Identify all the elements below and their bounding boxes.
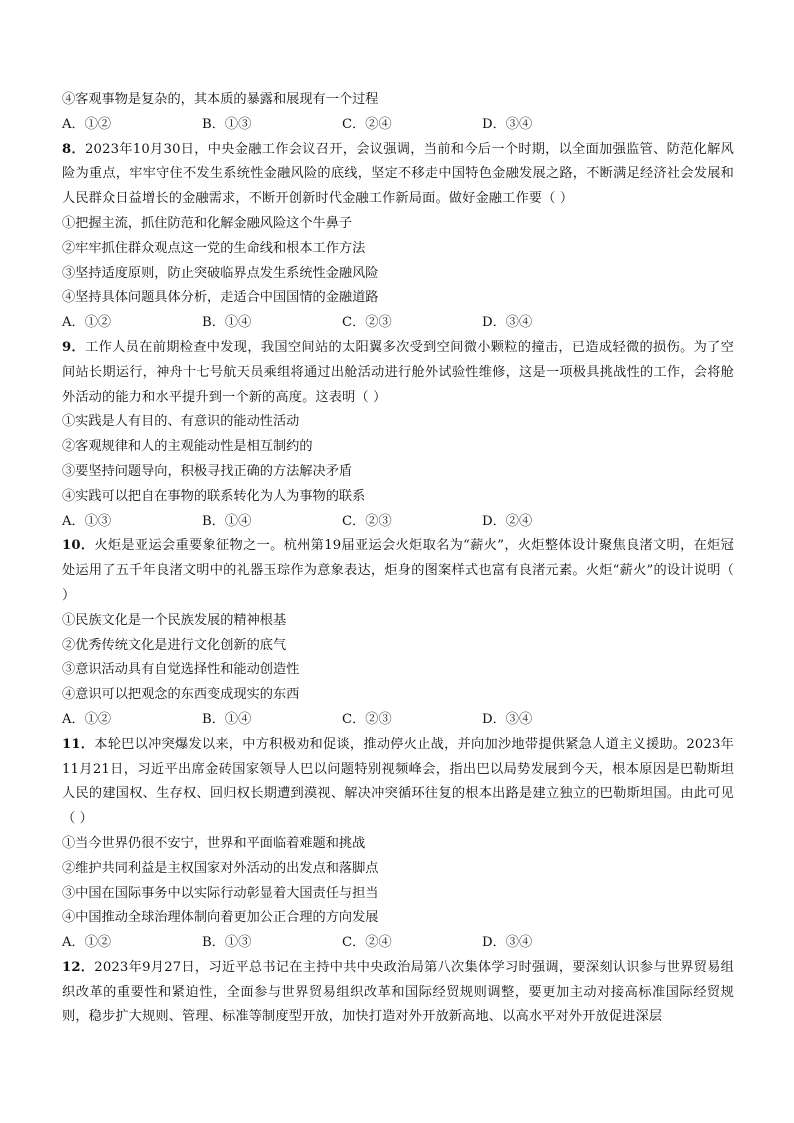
question-11 <box>62 733 734 956</box>
statement-4: ④实践可以把自在事物的联系转化为人为事物的联系 <box>62 488 366 504</box>
question-12 <box>62 956 734 1030</box>
question-stem <box>62 534 734 608</box>
answer-a[interactable]: A．①② <box>62 711 112 727</box>
lead-answer-row <box>62 113 734 138</box>
statement-3: ③中国在国际事务中以实际行动彰显着大国责任与担当 <box>62 885 379 901</box>
answer-c[interactable]: C．②③ <box>342 711 392 727</box>
exam-page <box>62 88 734 1030</box>
question-text: 工作人员在前期检查中发现，我国空间站的太阳翼多次受到空间微小颗粒的撞击，已造成轻微的损伤。为了空间站长期运行，神舟十七号航天员乘组将通过出舱活动进行舱外试验性维修，这是一项极具挑战性的工作，会将舱外活动的能力和水平提升到一个新的高度。这表明（ ） <box>62 339 734 405</box>
question-stem <box>62 336 734 410</box>
answer-row <box>62 931 734 956</box>
answer-b[interactable]: B．①④ <box>202 315 252 331</box>
statement-2: ②维护共同利益是主权国家对外活动的出发点和落脚点 <box>62 860 379 876</box>
answer-c[interactable]: C．②③ <box>342 315 392 331</box>
answer-d[interactable]: D．③④ <box>482 711 533 727</box>
answer-row <box>62 510 734 535</box>
question-10 <box>62 534 734 732</box>
answer-c[interactable]: C．②④ <box>342 116 392 132</box>
question-stem <box>62 138 734 212</box>
question-9 <box>62 336 734 534</box>
answer-a[interactable]: A．①③ <box>62 513 112 529</box>
question-number: 8． <box>62 141 85 157</box>
answer-d[interactable]: D．③④ <box>482 315 533 331</box>
answer-c[interactable]: C．②③ <box>342 513 392 529</box>
question-stem <box>62 956 734 1030</box>
question-number: 9． <box>62 339 86 355</box>
statement-3: ③坚持适度原则，防止突破临界点发生系统性金融风险 <box>62 265 379 281</box>
statement-1: ①民族文化是一个民族发展的精神根基 <box>62 612 287 628</box>
answer-b[interactable]: B．①④ <box>202 711 252 727</box>
answer-b[interactable]: B．①④ <box>202 513 252 529</box>
statement-1: ①把握主流，抓住防范和化解金融风险这个牛鼻子 <box>62 215 353 231</box>
statement-1: ①当今世界仍很不安宁，世界和平面临着难题和挑战 <box>62 835 366 851</box>
question-number: 12． <box>62 959 95 975</box>
question-text: 2023年9月27日，习近平总书记在主持中共中央政治局第八次集体学习时强调，要深刻认识参与世界贸易组织改革的重要性和紧迫性，全面参与世界贸易组织改革和国际经贸规则调整，要更加主动对接高标准国际经贸规则，稳步扩大规则、管理、标准等制度型开放，加快打造对外开放新高地、以高水平对外开放促进深层 <box>62 959 734 1025</box>
answer-a[interactable]: A．①② <box>62 116 112 132</box>
statement-3: ③意识活动具有自觉选择性和能动创造性 <box>62 662 300 678</box>
question-text: 火炬是亚运会重要象征物之一。杭州第19届亚运会火炬取名为“薪火”，火炬整体设计聚焦良渚文明，在炬冠处运用了五千年良渚文明中的礼器玉琮作为意象表达，炬身的图案样式也富有良渚元素。火炬“薪火”的设计说明（ ） <box>62 538 734 603</box>
statement-4: ④意识可以把观念的东西变成现实的东西 <box>62 687 300 703</box>
answer-a[interactable]: A．①② <box>62 315 112 331</box>
question-8 <box>62 138 734 336</box>
answer-row <box>62 311 734 336</box>
lead-option: ④客观事物是复杂的，其本质的暴露和展现有一个过程 <box>62 92 379 107</box>
answer-b[interactable]: B．①③ <box>202 935 252 951</box>
statement-2: ②牢牢抓住群众观点这一党的生命线和根本工作方法 <box>62 240 366 256</box>
statement-1: ①实践是人有目的、有意识的能动性活动 <box>62 414 300 430</box>
question-number: 10． <box>62 538 95 554</box>
question-text: 本轮巴以冲突爆发以来，中方积极劝和促谈，推动停火止战，并向加沙地带提供紧急人道主义援助。2023年11月21日，习近平出席金砖国家领导人巴以问题特别视频峰会，指出巴以局势发展到今天，根本原因是巴勒斯坦人民的建国权、生存权、回归权长期遭到漠视、解决冲突循环往复的根本出路是建立独立的巴勒斯坦国。由此可见（ ） <box>62 736 734 827</box>
statement-4: ④中国推动全球治理体制向着更加公正合理的方向发展 <box>62 910 379 926</box>
question-stem <box>62 733 734 832</box>
statement-3: ③要坚持问题导向，积极寻找正确的方法解决矛盾 <box>62 463 353 479</box>
statement-4: ④坚持具体问题具体分析，走适合中国国情的金融道路 <box>62 290 379 306</box>
answer-c[interactable]: C．②④ <box>342 935 392 951</box>
answer-d[interactable]: D．②④ <box>482 513 533 529</box>
answer-d[interactable]: D．③④ <box>482 116 533 132</box>
question-text: 2023年10月30日，中央金融工作会议召开，会议强调，当前和今后一个时期，以全面加强监管、防范化解风险为重点，牢牢守住不发生系统性金融风险的底线，坚定不移走中国特色金融发展之路，不断满足经济社会发展和人民群众日益增长的金融需求，不断开创新时代金融工作新局面。做好金融工作要（ ） <box>62 141 734 207</box>
statement-2: ②优秀传统文化是进行文化创新的底气 <box>62 637 287 653</box>
question-number: 11． <box>62 736 95 752</box>
statement-2: ②客观规律和人的主观能动性是相互制约的 <box>62 439 313 455</box>
answer-b[interactable]: B．①③ <box>202 116 252 132</box>
answer-a[interactable]: A．①② <box>62 935 112 951</box>
answer-d[interactable]: D．③④ <box>482 935 533 951</box>
answer-row <box>62 708 734 733</box>
